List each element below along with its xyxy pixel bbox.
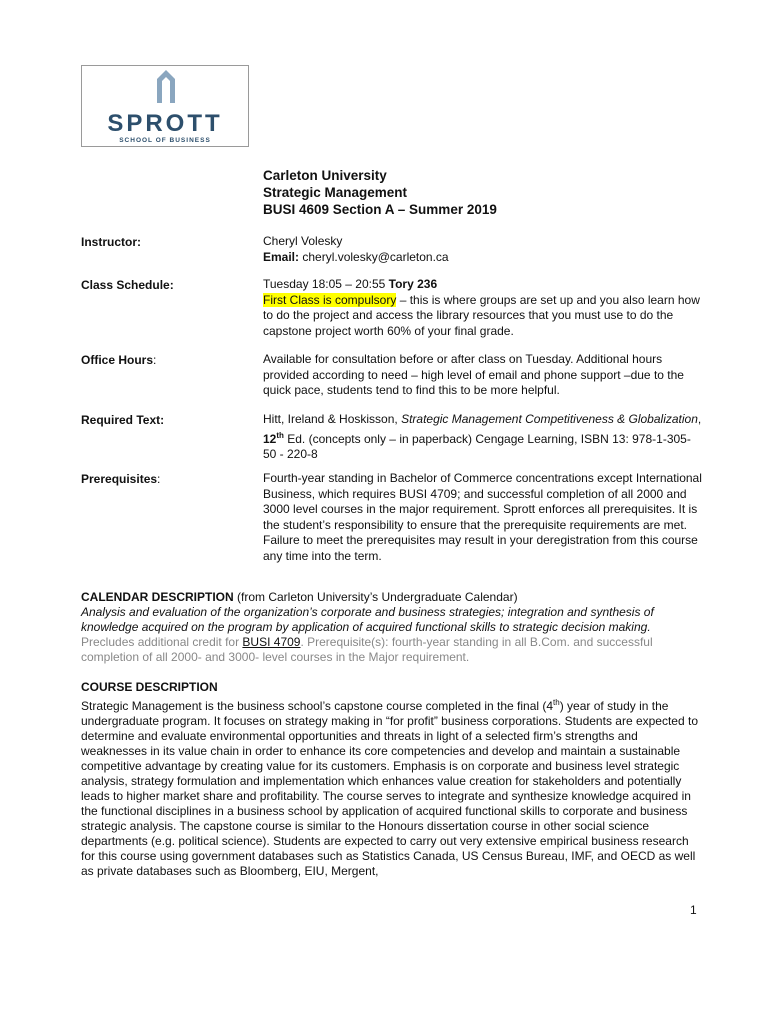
university-name: Carleton University <box>263 168 387 183</box>
office-hours-text: Available for consultation before or after class on Tuesday. Additional hours provided according to need – high level of email and phone support –due to the quick pace, students tend to find this to be more helpful. <box>263 352 684 397</box>
email-label: Email: <box>263 249 300 264</box>
schedule-label: Class Schedule: <box>81 278 174 292</box>
book-title: Strategic Management Competitiveness & Globalization <box>401 412 698 426</box>
schedule-room: Tory 236 <box>388 277 438 291</box>
calendar-italic-text: Analysis and evaluation of the organization’s corporate and business strategies; integration and synthesis of knowledge acquired on the program by application of acquired functional skills to strategic decision making. <box>81 605 654 634</box>
logo-subtitle: SCHOOL OF BUSINESS <box>119 137 211 144</box>
sprott-logo <box>81 65 249 147</box>
instructor-label: Instructor: <box>81 235 141 249</box>
course-desc-heading: COURSE DESCRIPTION <box>81 680 218 694</box>
instructor-email-line <box>263 250 703 266</box>
instructor-info <box>263 234 703 265</box>
prerequisites-label: Prerequisites: <box>81 472 161 486</box>
required-text-label: Required Text: <box>81 413 165 427</box>
calendar-heading: CALENDAR DESCRIPTION <box>81 590 234 604</box>
instructor-name: Cheryl Volesky <box>263 234 343 248</box>
schedule-info <box>263 277 703 339</box>
required-text-info: Hitt, Ireland & Hoskisson, Strategic Management Competitiveness & Globalization, 12th Ed. (concepts only – in paperback) Cengage Learning, ISBN 13: 978-1-305-50 - 220-8 <box>263 412 702 461</box>
course-description: COURSE DESCRIPTION Strategic Management is the business school’s capstone course completed in the final (4th) year of study in the undergraduate program. It focuses on strategy making in “for profit” business corporations. Students are expected to determine and evaluate environmental opportunities and threats in light of a selected firm’s strengths and weaknesses in its value chain in order to enhance its core competencies and develop and maintain a sustainable competitive advantage by creating value for its customers. Emphasis is on corporate and business level strategic analysis, strategy formulation and implementation which enhances value creation for stakeholders and potentially leads to higher market share and profitability. The course serves to integrate and synthesize knowledge acquired in the functional disciplines in a business school by application of acquired functional skills to corporate and business strategic analysis. The capstone course is similar to the Honours dissertation course in other social science departments (e.g. political science). Students are expected to carry out very extensive empirical business research for this course using government databases such as Statistics Canada, US Census Bureau, IMF, and OECD as well as private databases such as Bloomberg, EIU, Mergent, <box>81 680 698 878</box>
schedule-details: – this is where groups are set up and you also learn how to do the project and access the library resources that you must use to do the capstone project worth 60% of your final grade. <box>263 292 700 338</box>
prerequisites-text: Fourth-year standing in Bachelor of Commerce concentrations except International Business, which requires BUSI 4709; and successful completion of all 2000 and 3000 level courses in the major requirement. Sprott enforces all prerequisites. It is the student’s responsibility to ensure that the prerequisite requirements are met. Failure to meet the prerequisites may result in your deregistration from this course any time into the term. <box>263 471 702 563</box>
course-code: BUSI 4609 Section A – Summer 2019 <box>263 202 497 217</box>
page-number: 1 <box>690 903 697 917</box>
sprott-arch-icon <box>156 69 176 103</box>
course-title: Strategic Management <box>263 185 408 200</box>
busi-4709-link[interactable]: BUSI 4709 <box>242 635 301 649</box>
compulsory-highlight: First Class is compulsory <box>263 292 397 307</box>
calendar-description: CALENDAR DESCRIPTION (from Carleton University’s Undergraduate Calendar) Analysis and evaluation of the organization’s corporate and business strategies; integration and synthesis of knowledge acquired on the program by application of acquired functional skills to strategic decision making. Precludes additional credit for BUSI 4709. Prerequisite(s): fourth-year standing in all B.Com. and successful completion of all 2000- and 3000- level courses in the Major requirement. <box>81 590 654 664</box>
office-hours-label: Office Hours: <box>81 353 157 367</box>
instructor-email[interactable]: cheryl.volesky@carleton.ca <box>302 249 449 264</box>
schedule-time: Tuesday 18:05 – 20:55 <box>263 277 389 291</box>
logo-wordmark: SPROTT <box>107 110 223 137</box>
